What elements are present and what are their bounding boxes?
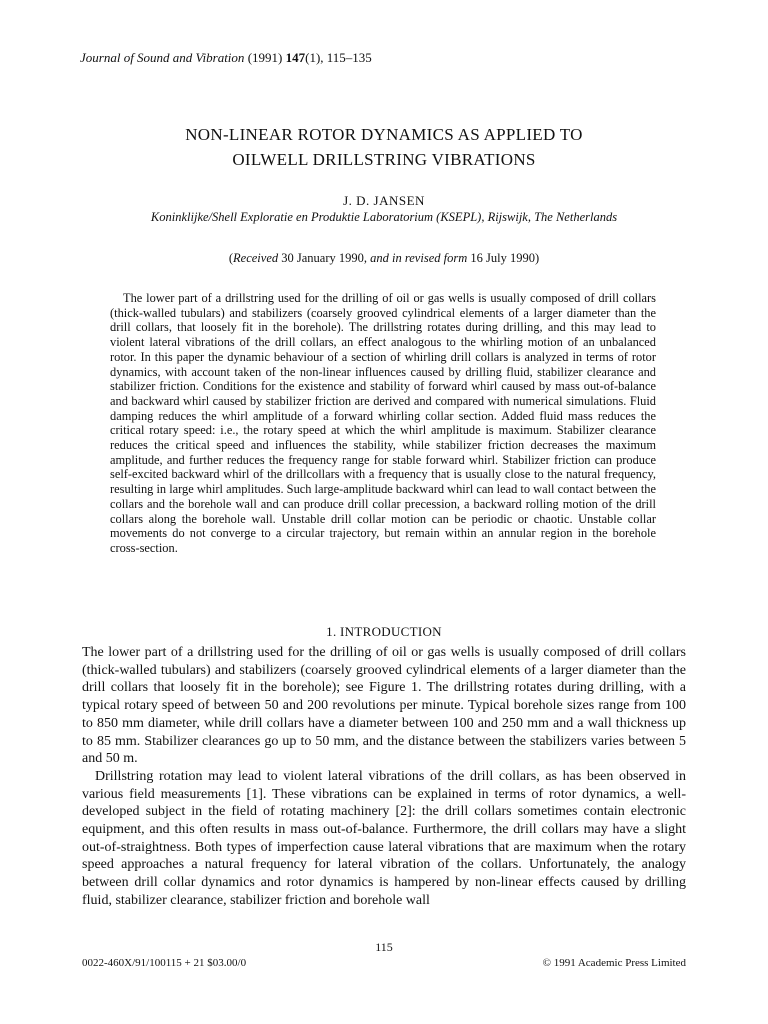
- revised-label: and in revised form: [370, 251, 468, 265]
- footer-code: 0022-460X/91/100115 + 21 $03.00/0: [82, 957, 247, 969]
- revised-date: 16 July 1990): [470, 251, 540, 265]
- journal-year: (1991): [247, 50, 283, 65]
- journal-name: Journal of Sound and Vibration: [80, 50, 245, 65]
- abstract: The lower part of a drillstring used for the drilling of oil or gas wells is usually composed of drill collars (thick-walled tubulars) and stabilizers (coarsely grooved cylindrical elements of a larger diameter than the drill collars, that loosely fit in the borehole). The drillstring rotates during drilling, and this may lead to violent lateral vibrations of the drill collars, an effect analogous to the whirling motion of an unbalanced rotor. In this paper the dynamic behaviour of a section of whirling drill collars is analyzed in terms of rotor dynamics, with account taken of the non-linear influences caused by drilling fluid, stabilizer clearance and stabilizer friction. Conditions for the existence and stability of forward whirl caused by mass out-of-balance and backward whirl caused by stabilizer friction are derived and compared with numerical simulations. Fluid damping reduces the whirl amplitude of a forward whirling collar section. Added fluid mass reduces the critical rotary speed: i.e., the rotary speed at which the whirl amplitude is maximum. Stabilizer clearance reduces the critical speed and influences the stability, while stabilizer friction decreases the maximum amplitude, and further reduces the frequency range for stable forward whirl. Stabilizer friction can produce self-excited backward whirl of the drillcollars with a frequency that is usually close to the natural frequency, resulting in large whirl amplitudes. Such large-amplitude backward whirl can lead to wall contact between the collars and the borehole wall and can produce drill collar precession, a backward rolling motion of the drill collars along the borehole wall. Unstable drill collar motion can be periodic or chaotic. Unstable collar movements do not converge to a circular trajectory, but remain within an annular region in the borehole cross-section.: [110, 291, 656, 555]
- paragraph: The lower part of a drillstring used for the drilling of oil or gas wells is usually composed of drill collars (thick-walled tubulars) and stabilizers (coarsely grooved cylindrical elements of a larger diameter than the drill collars that loosely fit in the borehole); see Figure 1. The drillstring rotates during drilling, with a typical rotary speed of between 50 and 200 revolutions per minute. Typical borehole sizes range from 100 to 850 mm diameter, while drill collars have a diameter between 100 and 250 mm and a wall thickness up to 85 mm. Stabilizer clearances go up to 50 mm, and the distance between the stabilizers varies between 5 and 50 m.: [82, 645, 686, 767]
- journal-issue-pages: (1), 115–135: [305, 50, 372, 65]
- received-open: (: [228, 251, 234, 265]
- page-number: 115: [375, 940, 393, 954]
- paper-title: [0, 122, 768, 172]
- title-line-1: NON-LINEAR ROTOR DYNAMICS AS APPLIED TO: [185, 125, 583, 144]
- author: J. D. JANSEN: [343, 193, 425, 208]
- journal-citation: [80, 50, 372, 66]
- body-text: [82, 644, 686, 910]
- paragraph: Drillstring rotation may lead to violent lateral vibrations of the drill collars, as has been observed in various field measurements [1]. These vibrations can be explained in terms of rotor dynamics, a well-developed subject in the field of rotating machinery [2]: the drill collars sometimes contain electronic equipment, and this often results in mass out-of-balance. Furthermore, the drill collars may have a slight out-of-straightness. Both types of imperfection cause lateral vibrations that are maximum when the rotary speed approaches a natural frequency for lateral vibration of the collars. Unfortunately, the analogy between drill collar dynamics and rotor dynamics is hampered by non-linear effects caused by drilling fluid, stabilizer clearance, stabilizer friction and borehole wall: [82, 768, 686, 908]
- journal-volume: 147: [285, 50, 306, 65]
- affiliation: Koninklijke/Shell Exploratie en Produktie Laboratorium (KSEPL), Rijswijk, The Netherlands: [150, 210, 618, 224]
- title-line-2: OILWELL DRILLSTRING VIBRATIONS: [232, 150, 536, 169]
- received-label: Received: [233, 251, 279, 265]
- received-dates: [0, 251, 768, 266]
- section-heading: 1. INTRODUCTION: [326, 624, 442, 639]
- received-date: 30 January 1990,: [281, 251, 368, 265]
- footer-copyright: © 1991 Academic Press Limited: [542, 957, 686, 969]
